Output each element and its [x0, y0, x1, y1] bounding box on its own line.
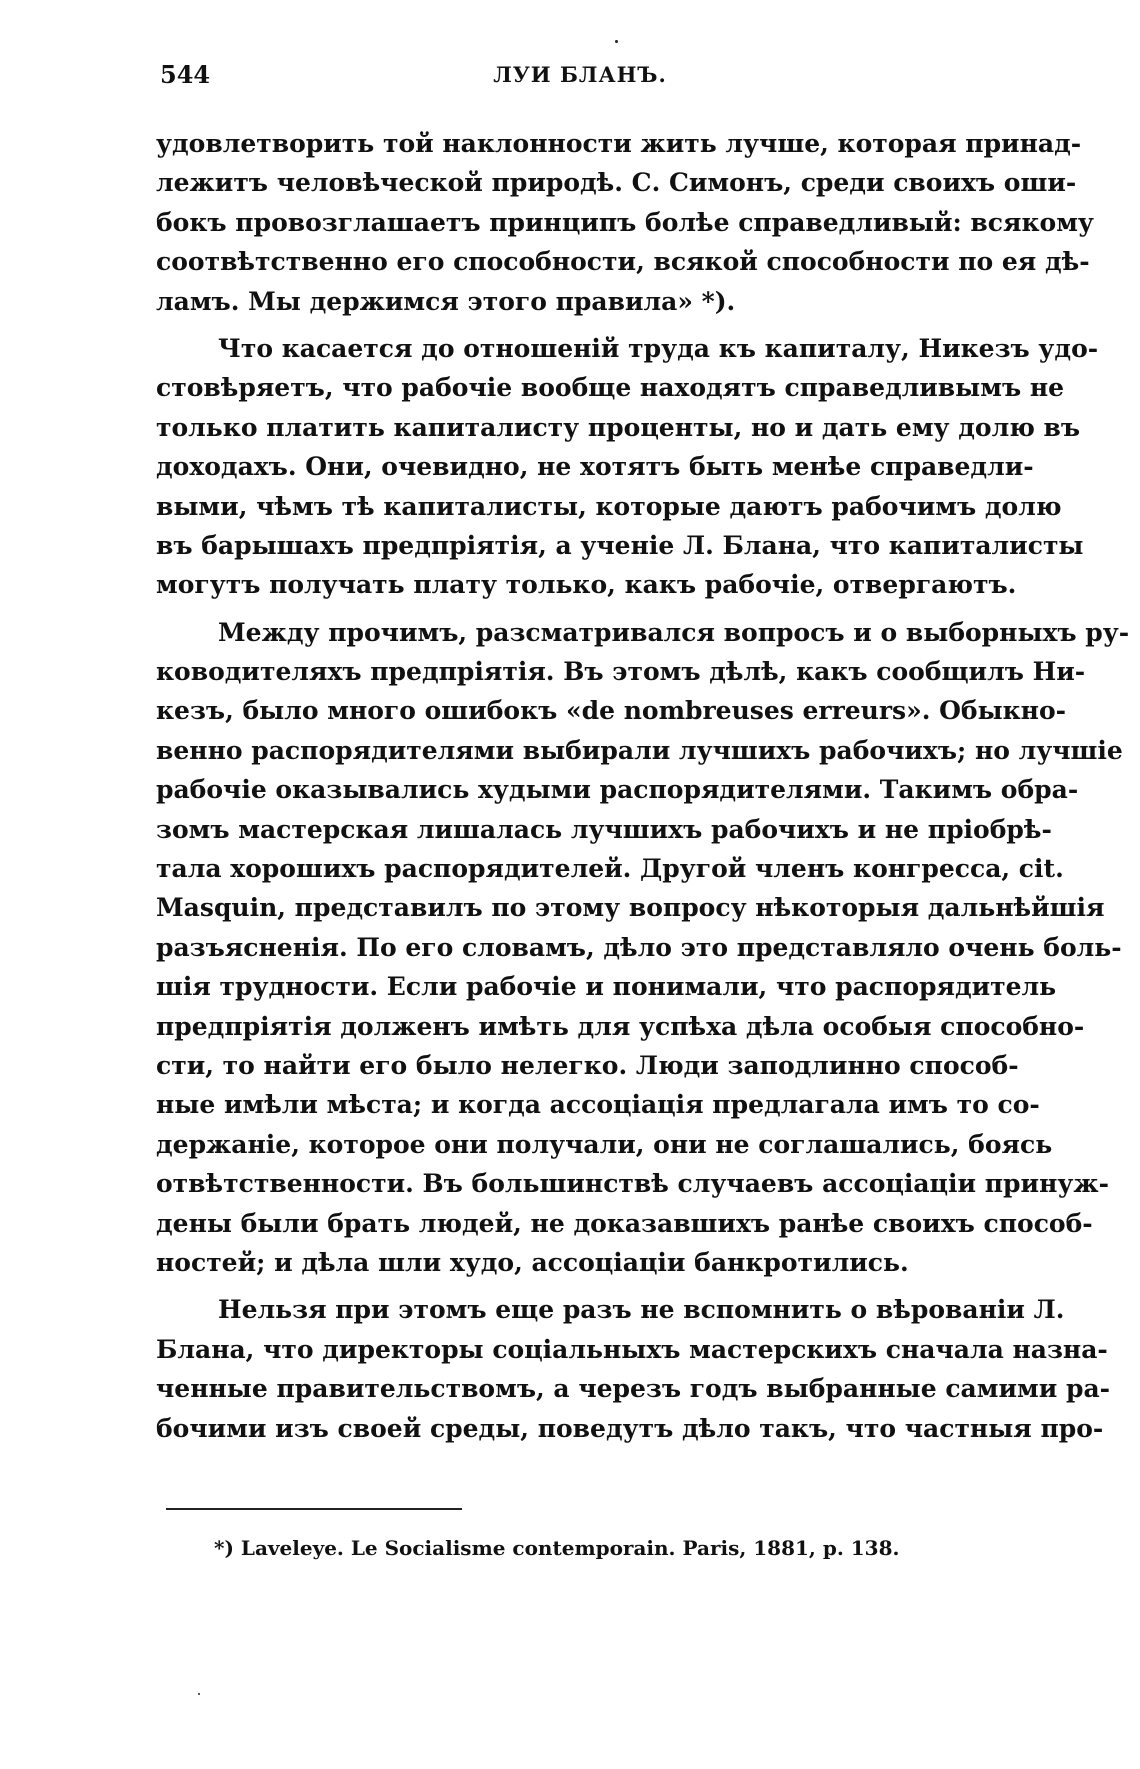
text-line: стовѣряетъ, что рабочіе вообще находятъ справедливымъ не	[156, 373, 1065, 403]
text-line: держаніе, которое они получали, они не соглашались, боясь	[156, 1129, 1053, 1159]
text-line: предпріятія долженъ имѣть для успѣха дѣла особыя способно-	[156, 1011, 1085, 1041]
page-number: 544	[160, 60, 211, 89]
running-title: ЛУИ БЛАНЪ.	[493, 62, 667, 87]
text-line: зомъ мастерская лишалась лучшихъ рабочихъ и не пріобрѣ-	[156, 814, 1052, 844]
text-line: рабочіе оказывались худыми распорядителями. Такимъ обра-	[156, 775, 1079, 805]
print-speck	[615, 40, 618, 43]
text-line: въ барышахъ предпріятія, а ученіе Л. Блана, что капиталисты	[156, 530, 1084, 560]
text-line: Нельзя при этомъ еще разъ не вспомнить о вѣрованіи Л.	[218, 1295, 1065, 1325]
text-line: ламъ. Мы держимся этого правила» *).	[156, 286, 736, 316]
text-line: ководителяхъ предпріятія. Въ этомъ дѣлѣ, какъ сообщилъ Ни-	[156, 657, 1086, 687]
text-line: дены были брать людей, не доказавшихъ ранѣе своихъ способ-	[156, 1208, 1093, 1238]
text-line: выми, чѣмъ тѣ капиталисты, которые даютъ рабочимъ долю	[156, 491, 1062, 521]
text-line: ные имѣли мѣста; и когда ассоціація предлагала имъ то со-	[156, 1090, 1040, 1120]
text-line: соотвѣтственно его способности, всякой способности по ея дѣ-	[156, 247, 1090, 277]
text-line: тала хорошихъ распорядителей. Другой членъ конгресса, cit.	[156, 854, 1064, 884]
paragraph-2	[156, 329, 1099, 605]
text-line: бокъ провозглашаетъ принципъ болѣе справедливый: всякому	[156, 207, 1094, 237]
body-text	[156, 124, 1130, 1448]
paragraph-4	[156, 1290, 1111, 1448]
text-line: ностей; и дѣла шли худо, ассоціаціи банкротились.	[156, 1247, 909, 1277]
text-line: ченные правительствомъ, а черезъ годъ выбранные самими ра-	[156, 1374, 1111, 1404]
text-line: разъясненія. По его словамъ, дѣло это представляло очень боль-	[156, 932, 1122, 962]
footnote-divider	[166, 1508, 462, 1510]
footnote: *) Laveleye. Le Socialisme contemporain. Paris, 1881, p. 138.	[214, 1536, 900, 1560]
text-line: бочими изъ своей среды, поведутъ дѣло такъ, что частныя про-	[156, 1413, 1104, 1443]
paragraph-1	[156, 124, 1094, 321]
paragraph-3	[156, 613, 1130, 1283]
text-line: доходахъ. Они, очевидно, не хотятъ быть менѣе справедли-	[156, 452, 1034, 482]
text-line: кезъ, было много ошибокъ «de nombreuses erreurs». Обыкно-	[156, 696, 1067, 726]
text-line: Между прочимъ, разсматривался вопросъ и о выборныхъ ру-	[218, 617, 1130, 647]
text-line: Что касается до отношеній труда къ капиталу, Никезъ удо-	[218, 333, 1099, 363]
page-header	[160, 60, 1000, 100]
text-line: могутъ получать плату только, какъ рабочіе, отвергаютъ.	[156, 570, 1017, 600]
text-line: сти, то найти его было нелегко. Люди заподлинно способ-	[156, 1050, 1019, 1080]
text-line: венно распорядителями выбирали лучшихъ рабочихъ; но лучшіе	[156, 735, 1123, 765]
text-line: удовлетворить той наклонности жить лучше, которая принад-	[156, 129, 1082, 158]
text-line: только платить капиталисту проценты, но и дать ему долю въ	[156, 412, 1081, 442]
text-line: Masquin, представилъ по этому вопросу нѣкоторыя дальнѣйшія	[156, 893, 1105, 923]
text-line: лежитъ человѣческой природѣ. С. Симонъ, среди своихъ оши-	[156, 168, 1077, 198]
text-line: Блана, что директоры соціальныхъ мастерскихъ сначала назна-	[156, 1334, 1108, 1364]
text-line: шія трудности. Если рабочіе и понимали, что распорядитель	[156, 972, 1057, 1002]
text-line: отвѣтственности. Въ большинствѣ случаевъ ассоціаціи принуж-	[156, 1169, 1110, 1199]
print-speck	[198, 1693, 200, 1695]
